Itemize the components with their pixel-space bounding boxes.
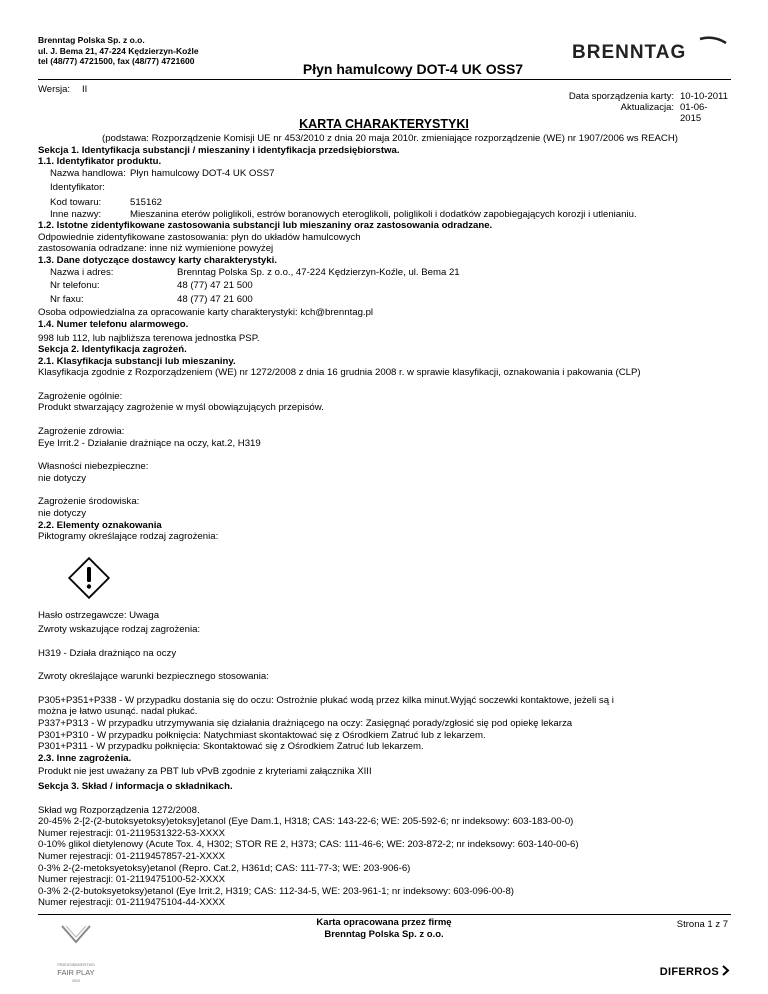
- pictograms-label: Piktogramy określające rodzaj zagrożenia:: [38, 531, 219, 543]
- fair-play-small-text: PRZEDSIĘBIORSTWO: [57, 963, 95, 967]
- section-1-3-heading: 1.3. Dane dotyczące dostawcy karty charakterystyki.: [38, 254, 277, 266]
- classification: Klasyfikacja zgodnie z Rozporządzeniem (WE) nr 1272/2008 z dnia 16 grudnia 2008 r. w sprawie klasyfikacji, oznakowania i pakowania (CLP): [38, 367, 641, 379]
- page-number: Strona 1 z 7: [676, 919, 728, 930]
- section-2-heading: Sekcja 2. Identyfikacja zagrożeń.: [38, 344, 187, 356]
- update-label: Aktualizacja:: [620, 102, 674, 113]
- field-value: Płyn hamulcowy DOT-4 UK OSS7: [130, 167, 275, 179]
- update-value: 01-06-2015: [680, 102, 708, 124]
- trade-name-row: [50, 168, 734, 180]
- field-value: 48 (77) 47 21 500: [177, 280, 253, 292]
- code-row: [50, 197, 734, 209]
- physical-hazard-label: Własności niebezpieczne:: [38, 461, 149, 473]
- version-label: Wersja:: [38, 84, 71, 95]
- composition-line: 0-3% 2-(2-metoksyetoksy)etanol (Repro. Cat.2, H361d; CAS: 111-77-3; WE: 203-906-6): [38, 862, 411, 874]
- composition-line: 0-3% 2-(2-butoksyetoksy)etanol (Eye Irrit.2, H319; CAS: 112-34-5, WE: 203-961-1; nr indeksowy: 603-096-00-8): [38, 885, 515, 897]
- supplier-name-row: [50, 267, 734, 279]
- precautionary-statement: P301+P311 - W przypadku połknięcia: Skontaktować się z Ośrodkiem Zatruć lub lekarzem.: [38, 741, 424, 753]
- footer-credit: [0, 917, 768, 941]
- section-2-1-heading: 2.1. Klasyfikacja substancji lub mieszaniny.: [38, 355, 236, 367]
- precautionary-statement: P337+P313 - W przypadku utrzymywania się działania drażniącego na oczy: Zasięgnąć porady/zgłosić się pod opiekę lekarza: [38, 717, 573, 729]
- document-body: [38, 133, 734, 909]
- diferros-logo: [660, 965, 730, 978]
- environmental-hazard-label: Zagrożenie środowiska:: [38, 496, 140, 508]
- section-1-4-heading: 1.4. Numer telefonu alarmowego.: [38, 318, 189, 330]
- section-1-1-heading: 1.1. Identyfikator produktu.: [38, 156, 162, 168]
- precautionary-statement: P305+P351+P338 - W przypadku dostania się do oczu: Ostrożnie płukać wodą przez kilka minut.Wyjąć soczewki kontaktowe, jeżeli są i: [38, 694, 614, 706]
- phone-row: [50, 280, 734, 292]
- health-hazard-text: Eye Irrit.2 - Działanie drażniące na oczy, kat.2, H319: [38, 437, 261, 449]
- field-label: Identyfikator:: [50, 182, 105, 194]
- field-label: Kod towaru:: [50, 196, 102, 208]
- field-value: Brenntag Polska Sp. z o.o., 47-224 Kędzierzyn-Koźle, ul. Bema 21: [177, 266, 460, 278]
- version-value: II: [82, 84, 88, 95]
- composition-line: Skład wg Rozporządzenia 1272/2008.: [38, 804, 200, 816]
- section-2-3-heading: 2.3. Inne zagrożenia.: [38, 752, 132, 764]
- logo-text: BRENNTAG: [572, 42, 687, 63]
- physical-hazard-text: nie dotyczy: [38, 472, 86, 484]
- field-label: Nazwa i adres:: [50, 266, 114, 278]
- identified-uses: Odpowiednie zidentyfikowane zastosowania: płyn do układów hamulcowych: [38, 231, 361, 243]
- general-hazard-label: Zagrożenie ogólnie:: [38, 390, 123, 402]
- company-phone-fax: tel (48/77) 4721500, fax (48/77) 4721600: [38, 56, 195, 66]
- chevron-right-icon: [721, 965, 730, 976]
- field-label: Inne nazwy:: [50, 208, 102, 220]
- footer-line-1: Karta opracowana przez firmę: [316, 917, 452, 928]
- field-label: Nr faxu:: [50, 293, 84, 305]
- composition-line: Numer rejestracji: 01-2119457857-21-XXXX: [38, 850, 225, 862]
- version-info: [38, 84, 87, 95]
- hazard-statement-h319: H319 - Działa drażniąco na oczy: [38, 647, 177, 659]
- health-hazard-label: Zagrożenie zdrowia:: [38, 426, 125, 438]
- date-label: Data sporządzenia karty:: [568, 91, 674, 102]
- footer-line-2: Brenntag Polska Sp. z o.o.: [324, 929, 444, 940]
- company-address: ul. J. Bema 21, 47-224 Kędzierzyn-Koźle: [38, 45, 199, 56]
- precautionary-statement: P301+P310 - W przypadku połknięcia: Natychmiast skontaktować się z Ośrodkiem Zatruć lub z lekarzem.: [38, 729, 486, 741]
- header-divider: [38, 79, 731, 80]
- responsible-person: Osoba odpowiedzialna za opracowanie karty charakterystyki: kch@brenntag.pl: [38, 307, 374, 319]
- company-name: Brenntag Polska Sp. z o.o.: [38, 35, 145, 45]
- section-3-heading: Sekcja 3. Skład / informacja o składnikach.: [38, 780, 233, 792]
- fair-play-year: 2003: [72, 979, 80, 983]
- environmental-hazard-text: nie dotyczy: [38, 508, 86, 520]
- fair-play-text: FAIR PLAY: [57, 968, 95, 977]
- fax-row: [50, 294, 734, 306]
- fair-play-logo: [50, 922, 102, 988]
- product-title: Płyn hamulcowy DOT-4 UK OSS7: [302, 61, 524, 77]
- signal-word: Hasło ostrzegawcze: Uwaga: [38, 610, 160, 622]
- field-value: 48 (77) 47 21 600: [177, 293, 253, 305]
- legal-basis: (podstawa: Rozporządzenie Komisji UE nr 453/2010 z dnia 20 maja 2010r. zmieniające rozporządzenie (WE) nr 1907/2006 ws REACH): [102, 133, 678, 144]
- identifier-row: [50, 182, 734, 194]
- composition-line: 20-45% 2-[2-(2-butoksyetoksy)etoksy]etanol (Eye Dam.1, H318; CAS: 143-22-6; WE: 205-592-6; nr indeksowy: 603-183-00-0): [38, 816, 574, 828]
- composition-line: 0-10% glikol dietylenowy (Acute Tox. 4, H302; STOR RE 2, H373; CAS: 111-46-6; WE: 203-872-2; nr indeksowy: 603-140-00-6): [38, 839, 579, 851]
- other-hazards: Produkt nie jest uważany za PBT lub vPvB zgodnie z kryteriami załącznika XIII: [38, 766, 372, 778]
- precautionary-statement-cont: można je łatwo usunąć. nadal płukać.: [38, 706, 198, 718]
- field-label: Nazwa handlowa:: [50, 167, 126, 179]
- field-value: Mieszanina eterów poliglikoli, estrów boranowych eteroglikoli, poliglikoli i dodatków zapobiegających korozji i utlenianiu.: [130, 208, 637, 220]
- emergency-number: 998 lub 112, lub najbliższa terenowa jednostka PSP.: [38, 332, 260, 344]
- diferros-text: DIFERROS: [659, 966, 719, 978]
- field-label: Nr telefonu:: [50, 280, 100, 292]
- other-names-row: [50, 209, 734, 221]
- composition-line: Numer rejestracji: 01-2119531322-53-XXXX: [38, 827, 225, 839]
- document-title: KARTA CHARAKTERYSTYKI: [299, 117, 469, 131]
- section-1-2-heading: 1.2. Istotne zidentyfikowane zastosowania substancji lub mieszaniny oraz zastosowania odradzane.: [38, 220, 493, 232]
- hazard-statements-label: Zwroty wskazujące rodzaj zagrożenia:: [38, 624, 201, 635]
- precautionary-label: Zwroty określające warunki bezpiecznego stosowania:: [38, 671, 269, 683]
- footer-divider: [38, 914, 731, 915]
- composition-line: Numer rejestracji: 01-2119475104-44-XXXX: [38, 897, 225, 909]
- uses-advised-against: zastosowania odradzane: inne niż wymienione powyżej: [38, 243, 274, 255]
- date-value: 10-10-2011: [680, 91, 728, 102]
- exclamation-mark-icon: [66, 555, 112, 601]
- section-2-2-heading: 2.2. Elementy oznakowania: [38, 519, 162, 531]
- field-value: 515162: [130, 196, 163, 208]
- general-hazard-text: Produkt stwarzający zagrożenie w myśl obowiązujących przepisów.: [38, 402, 324, 414]
- section-1-heading: Sekcja 1. Identyfikacja substancji / mieszaniny i identyfikacja przedsiębiorstwa.: [38, 144, 400, 156]
- composition-line: Numer rejestracji: 01-2119475100-52-XXXX: [38, 874, 225, 886]
